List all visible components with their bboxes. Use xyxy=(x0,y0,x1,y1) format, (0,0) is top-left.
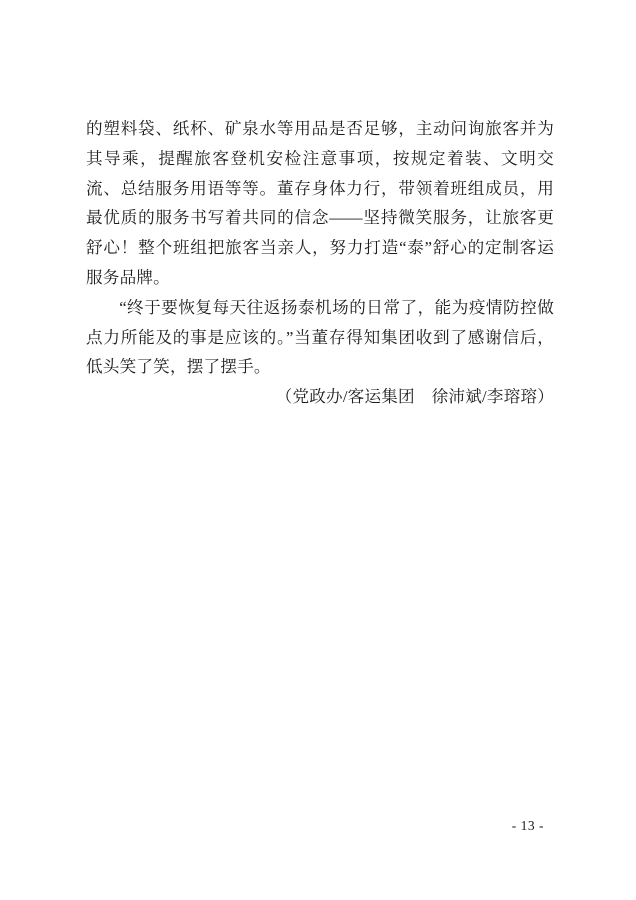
page-number: - 13 - xyxy=(511,818,544,833)
body-paragraph: 的塑料袋、纸杯、矿泉水等用品是否足够，主动问询旅客并为其导乘，提醒旅客登机安检注意事项，按规定着装、文明交流、总结服务用语等等。董存身体力行，带领着班组成员，用最优质的服务书写着共同的信念——坚持微笑服务，让旅客更舒心！整个班组把旅客当亲人，努力打造“泰”舒心的定制客运服务品牌。 xyxy=(86,119,554,287)
body-paragraph: “终于要恢复每天往返扬泰机场的日常了，能为疫情防控做点力所能及的事是应该的。”当董存得知集团收到了感谢信后，低头笑了笑，摆了摆手。 xyxy=(86,297,554,377)
byline: （党政办/客运集团 徐沛斌/李瑢瑢） xyxy=(275,387,554,407)
page-body xyxy=(86,114,554,412)
